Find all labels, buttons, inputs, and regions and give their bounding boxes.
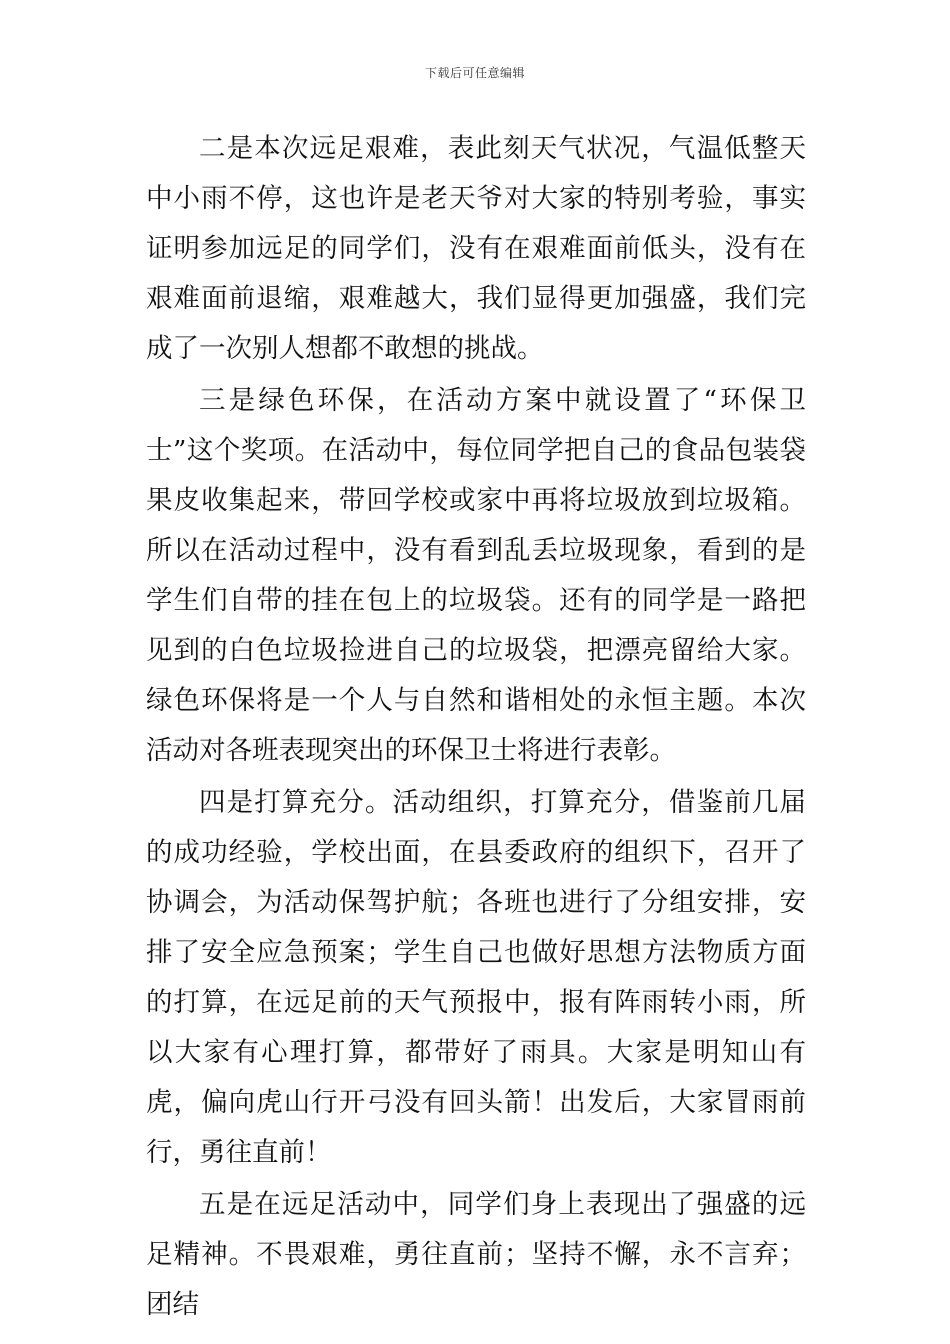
paragraph-3: 三是绿色环保，在活动方案中就设置了“环保卫士”这个奖项。在活动中，每位同学把自己的食品包装袋果皮收集起来，带回学校或家中再将垃圾放到垃圾箱。所以在活动过程中，没有看到乱丢垃圾现象，看到的是学生们自带的挂在包上的垃圾袋。还有的同学是一路把见到的白色垃圾捡进自己的垃圾袋，把漂亮留给大家。绿色环保将是一个人与自然和谐相处的永恒主题。本次活动对各班表现突出的环保卫士将进行表彰。 bbox=[146, 385, 806, 766]
paragraph-2: 二是本次远足艰难，表此刻天气状况，气温低整天中小雨不停，这也许是老天爷对大家的特别考验，事实证明参加远足的同学们，没有在艰难面前低头，没有在艰难面前退缩，艰难越大，我们显得更加强盛，我们完成了一次别人想都不敢想的挑战。 bbox=[146, 133, 806, 364]
paragraph-5: 五是在远足活动中，同学们身上表现出了强盛的远足精神。不畏艰难，勇往直前；坚持不懈，永不言弃；团结 bbox=[146, 1189, 806, 1320]
page-header: 下载后可任意编辑 bbox=[424, 66, 525, 80]
paragraph-4: 四是打算充分。活动组织，打算充分，借鉴前几届的成功经验，学校出面，在县委政府的组织下，召开了协调会，为活动保驾护航；各班也进行了分组安排，安排了安全应急预案；学生自己也做好思想方法物质方面的打算，在远足前的天气预报中，报有阵雨转小雨，所以大家有心理打算，都带好了雨具。大家是明知山有虎，偏向虎山行开弓没有回头箭！出发后，大家冒雨前行，勇往直前！ bbox=[146, 787, 806, 1168]
document-body bbox=[146, 124, 806, 1332]
